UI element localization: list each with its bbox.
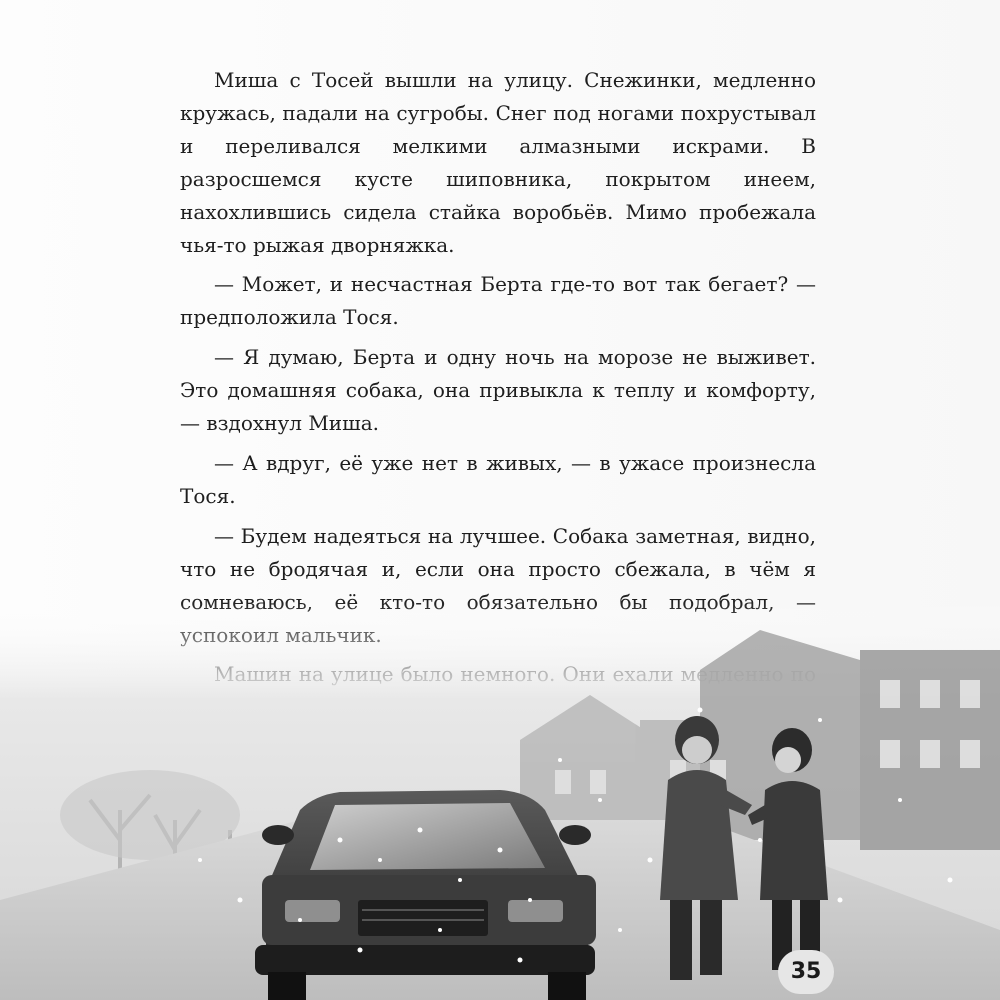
paragraph-5: — Будем надеяться на лучшее. Собака заметная, видно, что не бродячая и, если она просто сбежала, в чём я xyxy=(180,523,816,581)
paragraph-1: Миша с Тосей вышли на улицу. Снежинки, медленно кружась, падали на сугробы. Снег под ногами похрустывал и переливался мелкими алмазными искрами. В разросшемся кусте шиповника, покрытом инеем, нахохлившись сидела стайка воробьёв. Мимо пробежала чья-то рыжая дворняжка. xyxy=(180,68,816,257)
paragraph-3: — Я думаю, Берта и одну ночь на морозе не выживет. Это домашняя собака, она привыкла к теплу и комфорту, — вздохнул Миша. xyxy=(180,345,816,436)
car xyxy=(255,790,596,1000)
paragraph-2: — Может, и несчастная Берта где-то вот так бегает? — предположила Тося. xyxy=(180,272,816,330)
winter-street-illustration xyxy=(0,600,1000,1000)
paragraph-4: — А вдруг, её уже нет в живых, — в ужасе произнесла Тося. xyxy=(180,450,816,508)
page-number-badge: 35 xyxy=(778,950,834,994)
